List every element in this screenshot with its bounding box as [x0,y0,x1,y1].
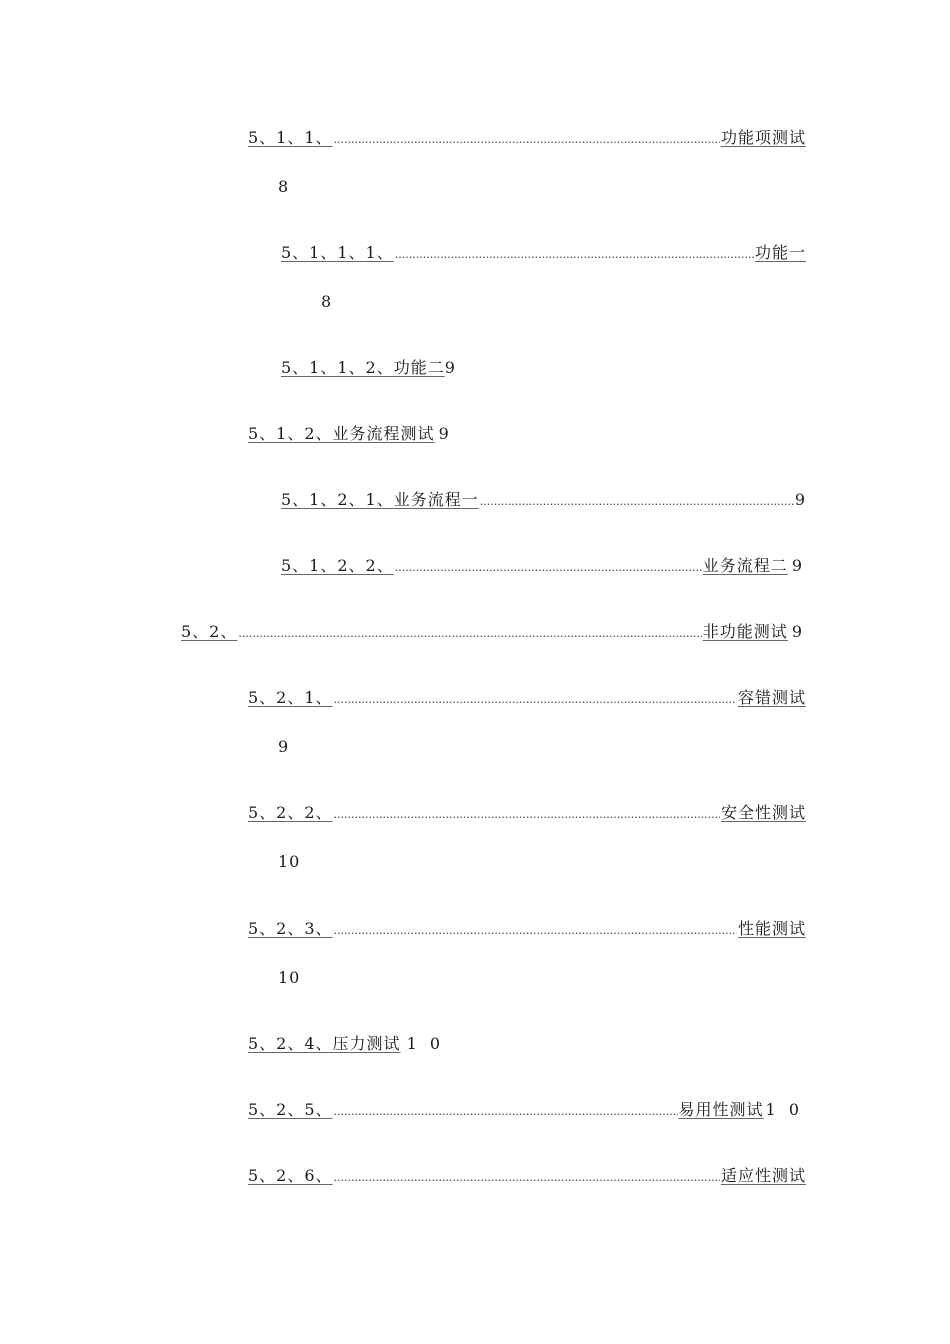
toc-leader-dots [334,690,737,710]
toc-entry[interactable] [281,490,806,512]
toc-entry-number: 5、1、2、1、 [281,490,394,509]
toc-entry[interactable] [248,919,806,941]
toc-entry-title: 功能项测试 [720,128,806,147]
toc-entry-number: 5、2、2、 [248,803,333,822]
toc-page-number: 9 [278,737,290,756]
toc-entry[interactable] [281,243,806,265]
toc-entry-title: 非功能测试 [702,622,788,641]
toc-entry[interactable] [281,556,803,578]
toc-entry-title: 业务流程一 [393,490,479,509]
toc-entry-title: 安全性测试 [720,803,806,822]
toc-leader-dots [480,492,794,512]
toc-entry[interactable] [281,358,456,378]
toc-entry-number: 5、1、1、 [248,128,333,147]
toc-page-number: 8 [321,292,333,311]
toc-page-number: 10 [278,968,301,987]
toc-entry[interactable] [248,1166,806,1188]
toc-entry-title: 易用性测试 [678,1100,764,1119]
toc-entry-number: 5、2、 [181,622,238,641]
toc-entry-number: 5、1、1、1、 [281,243,394,262]
toc-entry-number: 5、1、1、2、 [281,358,394,377]
toc-entry-title: 压力测试 [332,1034,401,1053]
toc-leader-dots [238,624,701,644]
toc-leader-dots [395,245,754,265]
toc-entry-title: 业务流程测试 [332,424,435,443]
toc-entry-number: 5、2、3、 [248,919,333,938]
toc-leader-dots [334,1102,678,1122]
toc-entry-number: 5、2、6、 [248,1166,333,1185]
toc-entry[interactable] [248,1100,803,1122]
toc-entry-title: 业务流程二 [702,556,788,575]
toc-page-number: 1 0 [765,1100,803,1119]
toc-page-number: 9 [791,622,803,641]
toc-entry-title: 功能二 [393,358,445,377]
toc-entry[interactable] [248,1034,444,1054]
toc-page-number: 9 [791,556,803,575]
toc-page-number: 10 [278,852,301,871]
toc-entry-title: 容错测试 [737,688,806,707]
toc-entry-title: 适应性测试 [720,1166,806,1185]
toc-entry[interactable] [248,688,806,710]
toc-entry-number: 5、2、4、 [248,1034,333,1053]
toc-entry[interactable] [248,128,806,150]
toc-entry-title: 功能一 [754,243,806,262]
toc-entry-number: 5、1、2、 [248,424,333,443]
toc-page-number: 9 [444,358,456,377]
toc-entry-number: 5、2、1、 [248,688,333,707]
toc-leader-dots [334,1168,720,1188]
toc-entry-number: 5、1、2、2、 [281,556,394,575]
toc-entry[interactable] [181,622,803,644]
toc-page-number: 8 [278,177,290,196]
toc-leader-dots [334,805,720,825]
toc-page-number: 1 0 [406,1034,445,1053]
toc-page-number: 9 [794,490,806,509]
toc-entry-title: 性能测试 [737,919,806,938]
toc-leader-dots [334,130,720,150]
toc-leader-dots [334,921,737,941]
toc-entry[interactable] [248,803,806,825]
toc-entry-number: 5、2、5、 [248,1100,333,1119]
toc-leader-dots [395,558,702,578]
toc-entry[interactable] [248,424,450,444]
toc-page-number: 9 [438,424,450,443]
